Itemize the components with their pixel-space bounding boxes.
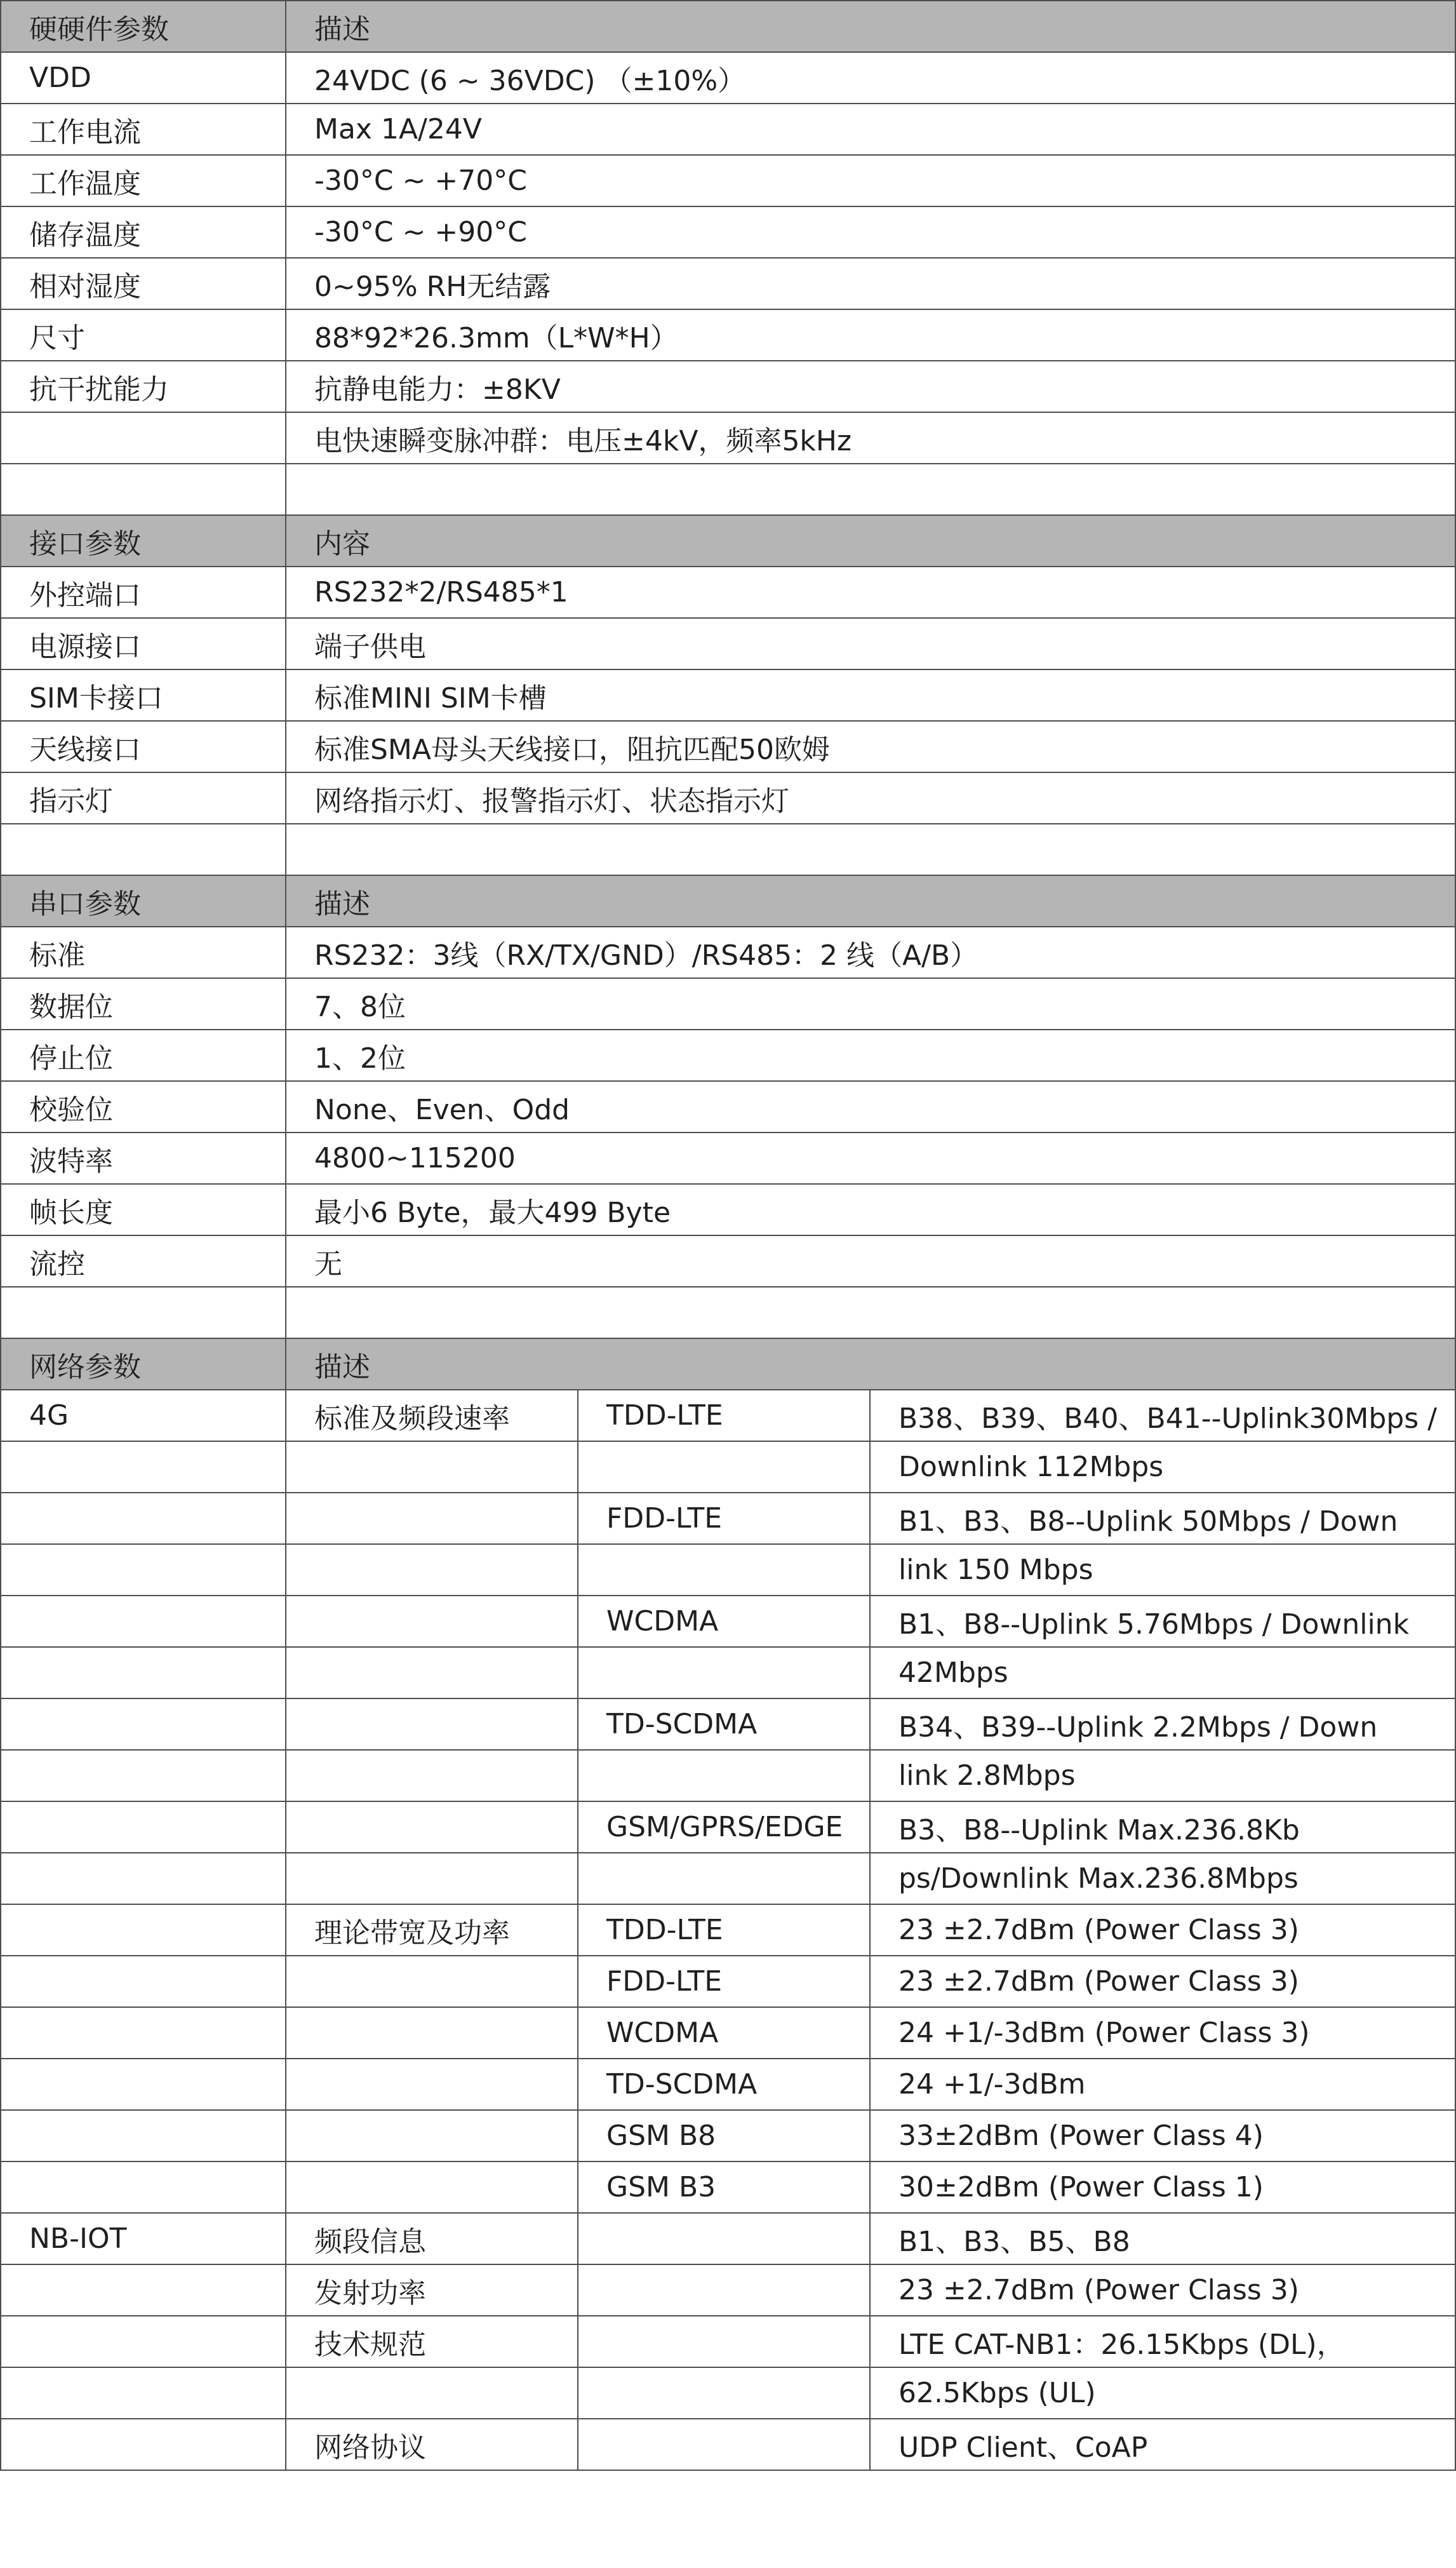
network-value-cell: link 150 Mbps [870, 1544, 1455, 1596]
param-value-cell: -30°C ~ +70°C [286, 155, 1455, 206]
network-group-cell: 技术规范 [286, 2316, 578, 2367]
network-group-cell [286, 2367, 578, 2419]
table-row [1, 618, 1455, 669]
network-group-cell [286, 1698, 578, 1750]
network-category-cell: 4G [1, 1390, 286, 1441]
network-value-cell: 24 +1/-3dBm (Power Class 3) [870, 2007, 1455, 2059]
table-row [1, 1287, 1455, 1338]
network-value-cell: 23 ±2.7dBm (Power Class 3) [870, 1904, 1455, 1956]
network-group-cell: 频段信息 [286, 2213, 578, 2264]
param-name-cell: 电源接口 [1, 618, 286, 669]
param-name-cell: 标准 [1, 927, 286, 978]
network-mode-cell: TD-SCDMA [578, 1698, 870, 1750]
param-value-cell: Max 1A/24V [286, 104, 1455, 155]
param-name-cell: 外控端口 [1, 567, 286, 618]
table-row [1, 2059, 1455, 2110]
network-group-cell [286, 1956, 578, 2007]
table-row [1, 206, 1455, 258]
network-group-cell [286, 2161, 578, 2213]
network-mode-cell: TDD-LTE [578, 1390, 870, 1441]
network-category-cell [1, 2419, 286, 2470]
network-category-cell [1, 1904, 286, 1956]
network-group-cell [286, 2007, 578, 2059]
network-category-cell [1, 2007, 286, 2059]
param-value-cell: None、Even、Odd [286, 1081, 1455, 1133]
param-name-cell: 停止位 [1, 1030, 286, 1081]
param-name-cell: 储存温度 [1, 206, 286, 258]
table-row [1, 258, 1455, 309]
table-row [1, 721, 1455, 772]
network-category-cell [1, 2059, 286, 2110]
section-header-label: 串口参数 [1, 875, 286, 927]
param-name-cell: 天线接口 [1, 721, 286, 772]
network-group-cell [286, 1493, 578, 1544]
network-value-cell: B3、B8--Uplink Max.236.8Kb [870, 1801, 1455, 1853]
network-mode-cell [578, 1544, 870, 1596]
table-row [1, 2419, 1455, 2470]
param-name-cell: 尺寸 [1, 309, 286, 361]
network-mode-cell [578, 2264, 870, 2316]
network-group-cell [286, 2110, 578, 2161]
network-value-cell: B1、B3、B5、B8 [870, 2213, 1455, 2264]
param-name-cell: 数据位 [1, 978, 286, 1030]
network-group-cell [286, 2059, 578, 2110]
param-value-cell: 标准MINI SIM卡槽 [286, 669, 1455, 721]
network-group-cell: 网络协议 [286, 2419, 578, 2470]
network-value-cell: B34、B39--Uplink 2.2Mbps / Down [870, 1698, 1455, 1750]
network-mode-cell: TDD-LTE [578, 1904, 870, 1956]
network-value-cell: Downlink 112Mbps [870, 1441, 1455, 1493]
network-value-cell: UDP Client、CoAP [870, 2419, 1455, 2470]
network-value-cell: 62.5Kbps (UL) [870, 2367, 1455, 2419]
section-header-row [1, 875, 1455, 927]
param-value-cell: 网络指示灯、报警指示灯、状态指示灯 [286, 772, 1455, 824]
network-group-cell [286, 1544, 578, 1596]
param-name-cell: 校验位 [1, 1081, 286, 1133]
table-row [1, 1596, 1455, 1647]
network-category-cell [1, 1750, 286, 1801]
network-group-cell [286, 1596, 578, 1647]
network-group-cell [286, 1750, 578, 1801]
network-value-cell: B1、B3、B8--Uplink 50Mbps / Down [870, 1493, 1455, 1544]
param-name-cell: SIM卡接口 [1, 669, 286, 721]
param-value-cell: 端子供电 [286, 618, 1455, 669]
table-row [1, 412, 1455, 464]
table-row [1, 361, 1455, 412]
network-value-cell: 24 +1/-3dBm [870, 2059, 1455, 2110]
table-row [1, 2161, 1455, 2213]
network-category-cell [1, 2316, 286, 2367]
network-group-cell [286, 1801, 578, 1853]
network-category-cell [1, 1801, 286, 1853]
param-name-cell: 帧长度 [1, 1184, 286, 1235]
param-value-cell [286, 824, 1455, 875]
table-row [1, 104, 1455, 155]
network-mode-cell [578, 1853, 870, 1904]
network-category-cell: NB-IOT [1, 2213, 286, 2264]
table-row [1, 464, 1455, 515]
param-value-cell: 88*92*26.3mm（L*W*H） [286, 309, 1455, 361]
network-category-cell [1, 1493, 286, 1544]
network-mode-cell [578, 1750, 870, 1801]
network-category-cell [1, 2110, 286, 2161]
section-header-label: 硬硬件参数 [1, 1, 286, 52]
param-value-cell: RS232*2/RS485*1 [286, 567, 1455, 618]
table-row [1, 978, 1455, 1030]
table-row [1, 309, 1455, 361]
table-row [1, 1493, 1455, 1544]
param-value-cell: 标准SMA母头天线接口，阻抗匹配50欧姆 [286, 721, 1455, 772]
section-header-description: 描述 [286, 1, 1455, 52]
table-row [1, 2264, 1455, 2316]
section-header-label: 网络参数 [1, 1338, 286, 1390]
network-mode-cell: GSM B3 [578, 2161, 870, 2213]
param-value-cell: 7、8位 [286, 978, 1455, 1030]
table-row [1, 1133, 1455, 1184]
table-row [1, 772, 1455, 824]
param-name-cell [1, 824, 286, 875]
table-row [1, 927, 1455, 978]
network-value-cell: ps/Downlink Max.236.8Mbps [870, 1853, 1455, 1904]
network-mode-cell [578, 1441, 870, 1493]
param-value-cell: 抗静电能力：±8KV [286, 361, 1455, 412]
section-header-row [1, 1, 1455, 52]
param-name-cell: 抗干扰能力 [1, 361, 286, 412]
network-mode-cell: GSM/GPRS/EDGE [578, 1801, 870, 1853]
table-row [1, 1184, 1455, 1235]
network-mode-cell: FDD-LTE [578, 1493, 870, 1544]
table-row [1, 567, 1455, 618]
param-value-cell: -30°C ~ +90°C [286, 206, 1455, 258]
network-mode-cell [578, 2367, 870, 2419]
network-group-cell [286, 1853, 578, 1904]
network-category-cell [1, 1853, 286, 1904]
table-row [1, 1956, 1455, 2007]
network-mode-cell: TD-SCDMA [578, 2059, 870, 2110]
network-category-cell [1, 1441, 286, 1493]
param-name-cell: 工作温度 [1, 155, 286, 206]
table-row [1, 669, 1455, 721]
table-row [1, 1904, 1455, 1956]
table-row [1, 2110, 1455, 2161]
network-value-cell: B1、B8--Uplink 5.76Mbps / Downlink [870, 1596, 1455, 1647]
network-group-cell: 理论带宽及功率 [286, 1904, 578, 1956]
network-mode-cell: WCDMA [578, 1596, 870, 1647]
table-row [1, 2007, 1455, 2059]
table-row [1, 1081, 1455, 1133]
param-value-cell: 电快速瞬变脉冲群：电压±4kV，频率5kHz [286, 412, 1455, 464]
param-name-cell: 相对湿度 [1, 258, 286, 309]
table-row [1, 1853, 1455, 1904]
param-value-cell: 1、2位 [286, 1030, 1455, 1081]
section-header-row [1, 515, 1455, 567]
network-group-cell: 标准及频段速率 [286, 1390, 578, 1441]
param-value-cell: RS232：3线（RX/TX/GND）/RS485：2 线（A/B） [286, 927, 1455, 978]
param-value-cell: 24VDC (6 ~ 36VDC) （±10%） [286, 52, 1455, 104]
network-value-cell: 42Mbps [870, 1647, 1455, 1698]
table-row [1, 1235, 1455, 1287]
param-name-cell: 工作电流 [1, 104, 286, 155]
param-name-cell: 波特率 [1, 1133, 286, 1184]
table-row [1, 1750, 1455, 1801]
section-header-description: 内容 [286, 515, 1455, 567]
network-category-cell [1, 1698, 286, 1750]
network-category-cell [1, 1544, 286, 1596]
param-name-cell: 流控 [1, 1235, 286, 1287]
network-value-cell: 30±2dBm (Power Class 1) [870, 2161, 1455, 2213]
network-mode-cell: FDD-LTE [578, 1956, 870, 2007]
param-name-cell [1, 1287, 286, 1338]
table-row [1, 1647, 1455, 1698]
table-row [1, 52, 1455, 104]
param-value-cell [286, 1287, 1455, 1338]
table-row [1, 824, 1455, 875]
table-row [1, 1698, 1455, 1750]
param-name-cell [1, 464, 286, 515]
network-mode-cell [578, 2213, 870, 2264]
network-category-cell [1, 1647, 286, 1698]
table-row [1, 2213, 1455, 2264]
network-category-cell [1, 2161, 286, 2213]
param-value-cell: 0~95% RH无结露 [286, 258, 1455, 309]
param-value-cell: 无 [286, 1235, 1455, 1287]
table-row [1, 1544, 1455, 1596]
network-value-cell: 33±2dBm (Power Class 4) [870, 2110, 1455, 2161]
network-mode-cell [578, 2419, 870, 2470]
table-row [1, 1801, 1455, 1853]
table-row [1, 2367, 1455, 2419]
table-row [1, 1030, 1455, 1081]
section-header-row [1, 1338, 1455, 1390]
network-mode-cell [578, 1647, 870, 1698]
network-category-cell [1, 2264, 286, 2316]
param-value-cell: 最小6 Byte，最大499 Byte [286, 1184, 1455, 1235]
param-name-cell: VDD [1, 52, 286, 104]
spec-table-body [1, 1, 1455, 2470]
network-mode-cell: GSM B8 [578, 2110, 870, 2161]
section-header-description: 描述 [286, 1338, 1455, 1390]
section-header-label: 接口参数 [1, 515, 286, 567]
network-category-cell [1, 2367, 286, 2419]
network-value-cell: 23 ±2.7dBm (Power Class 3) [870, 1956, 1455, 2007]
table-row [1, 155, 1455, 206]
table-row [1, 1390, 1455, 1441]
param-value-cell [286, 464, 1455, 515]
network-category-cell [1, 1596, 286, 1647]
table-row [1, 1441, 1455, 1493]
network-mode-cell: WCDMA [578, 2007, 870, 2059]
param-value-cell: 4800~115200 [286, 1133, 1455, 1184]
network-value-cell: link 2.8Mbps [870, 1750, 1455, 1801]
network-mode-cell [578, 2316, 870, 2367]
network-group-cell [286, 1441, 578, 1493]
param-name-cell: 指示灯 [1, 772, 286, 824]
network-value-cell: LTE CAT-NB1：26.15Kbps (DL)， [870, 2316, 1455, 2367]
network-value-cell: B38、B39、B40、B41--Uplink30Mbps / [870, 1390, 1455, 1441]
network-value-cell: 23 ±2.7dBm (Power Class 3) [870, 2264, 1455, 2316]
network-category-cell [1, 1956, 286, 2007]
network-group-cell [286, 1647, 578, 1698]
table-row [1, 2316, 1455, 2367]
param-name-cell [1, 412, 286, 464]
section-header-description: 描述 [286, 875, 1455, 927]
network-group-cell: 发射功率 [286, 2264, 578, 2316]
